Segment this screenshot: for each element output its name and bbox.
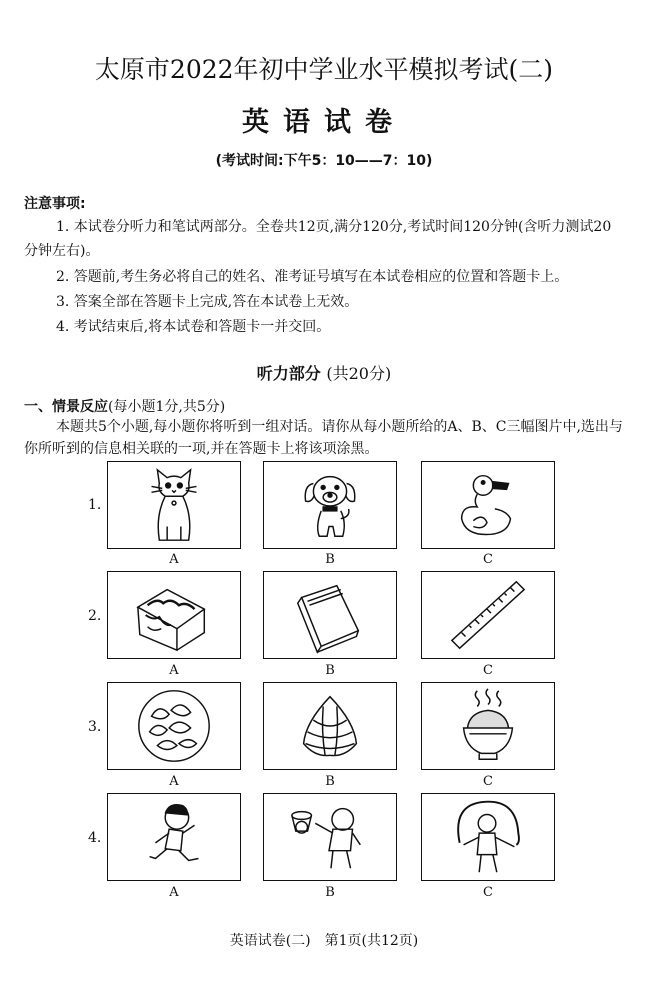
zongzi-icon (264, 683, 396, 769)
option-image[interactable] (421, 682, 555, 770)
basketball-player-icon (264, 794, 396, 880)
option-label: B (325, 663, 335, 678)
option-label: C (483, 885, 493, 900)
notice-item-2: 2. 答题前,考生务必将自己的姓名、准考证号填写在本试卷相应的位置和答题卡上。 (56, 269, 569, 285)
running-boy-icon (108, 794, 240, 880)
eraser-icon (108, 572, 240, 658)
exam-subject: 英语试卷 (242, 107, 406, 138)
option-image[interactable] (107, 682, 241, 770)
option-label: B (325, 552, 335, 567)
ruler-icon (422, 572, 554, 658)
option-image[interactable] (107, 793, 241, 881)
option-label: C (483, 774, 493, 789)
option-image[interactable] (421, 461, 555, 549)
notice-item-3: 3. 答案全部在答题卡上完成,答在本试卷上无效。 (56, 294, 359, 310)
option-label: A (169, 774, 179, 789)
question-number: 1. (88, 497, 102, 513)
option-label: C (483, 663, 493, 678)
jump-rope-girl-icon (422, 794, 554, 880)
option-label: A (169, 663, 179, 678)
part-instruction: 本题共5个小题,每小题你将听到一组对话。请你从每小题所给的A、B、C三幅图片中,选出与你所听到的信息相关联的一项,并在答题卡上将该项涂黑。 (24, 419, 623, 457)
option-image[interactable] (263, 793, 397, 881)
option-image[interactable] (107, 461, 241, 549)
section-title: 听力部分 (共20分) (256, 364, 392, 383)
question-number: 3. (88, 719, 102, 735)
option-label: C (483, 552, 493, 567)
option-label: A (169, 552, 179, 567)
option-label: B (325, 885, 335, 900)
dog-icon (264, 462, 396, 548)
dumplings-icon (108, 683, 240, 769)
exam-title: 太原市2022年初中学业水平模拟考试(二) (94, 55, 554, 84)
question-number: 2. (88, 608, 102, 624)
option-image[interactable] (107, 571, 241, 659)
option-image[interactable] (263, 461, 397, 549)
option-image[interactable] (263, 682, 397, 770)
option-image[interactable] (263, 571, 397, 659)
rice-bowl-icon (422, 683, 554, 769)
cat-icon (108, 462, 240, 548)
book-icon (264, 572, 396, 658)
page-footer: 英语试卷(二) 第1页(共12页) (229, 933, 419, 949)
notice-heading: 注意事项: (24, 196, 86, 212)
option-label: A (169, 885, 179, 900)
part-heading: 一、情景反应(每小题1分,共5分) (24, 399, 226, 415)
option-image[interactable] (421, 793, 555, 881)
notice-item-1: 1. 本试卷分听力和笔试两部分。全卷共12页,满分120分,考试时间120分钟(含听力测试20分钟左右)。 (24, 219, 612, 259)
exam-time: (考试时间:下午5：10——7：10) (215, 153, 433, 169)
option-image[interactable] (421, 571, 555, 659)
duck-icon (422, 462, 554, 548)
option-label: B (325, 774, 335, 789)
notice-item-4: 4. 考试结束后,将本试卷和答题卡一并交回。 (56, 319, 331, 335)
question-number: 4. (88, 830, 102, 846)
